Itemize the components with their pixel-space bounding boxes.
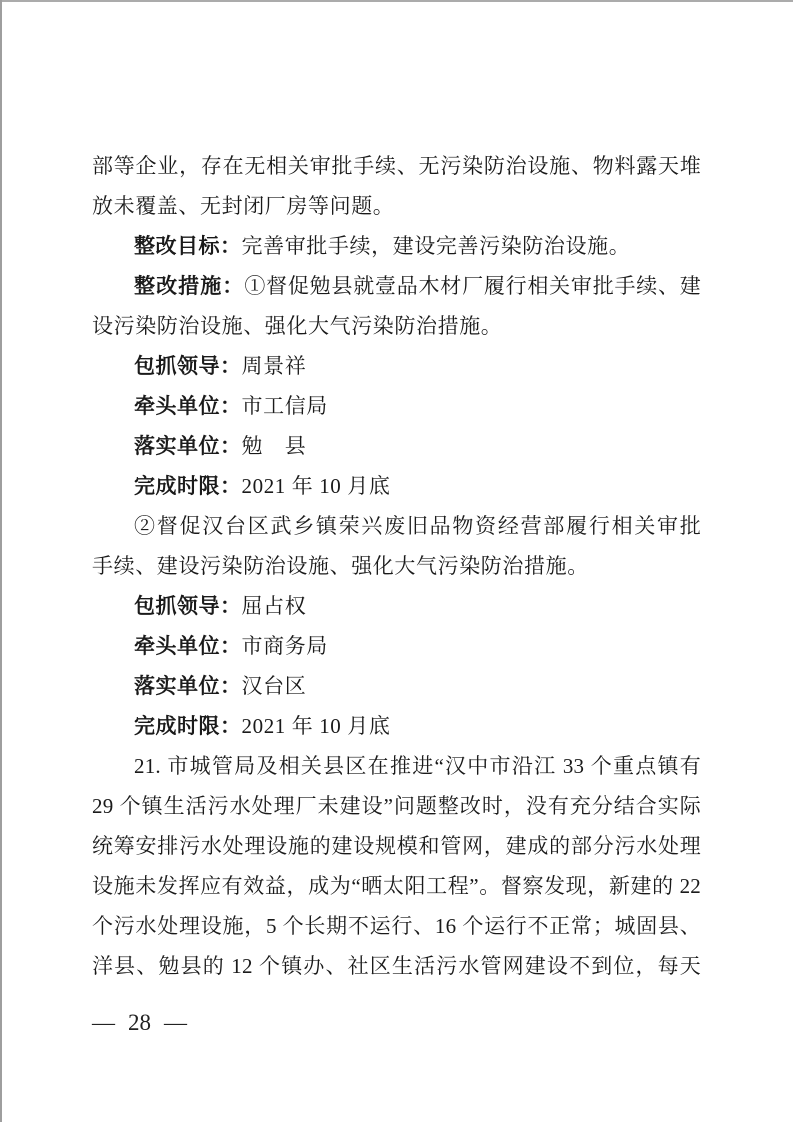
text-line <box>92 746 701 786</box>
field-label: 牵头单位： <box>134 395 242 418</box>
text-line <box>92 186 701 226</box>
text-line <box>92 266 701 306</box>
line-text: 个污水处理设施，5 个长期不运行、16 个运行不正常；城固县、 <box>92 914 701 938</box>
line-text: 勉 县 <box>241 434 307 458</box>
line-text: 设污染防治设施、强化大气污染防治措施。 <box>92 314 503 338</box>
text-line <box>92 866 701 906</box>
page-scan-edge-top <box>0 0 793 2</box>
text-line <box>92 586 701 626</box>
text-line <box>92 666 701 706</box>
line-text: ②督促汉台区武乡镇荣兴废旧品物资经营部履行相关审批 <box>134 514 701 538</box>
text-line <box>92 426 701 466</box>
text-line <box>92 946 701 986</box>
line-text: 2021 年 10 月底 <box>241 714 391 738</box>
text-line <box>92 546 701 586</box>
line-text: ①督促勉县就壹品木材厂履行相关审批手续、建 <box>244 274 701 298</box>
text-line <box>92 306 701 346</box>
text-line <box>92 226 701 266</box>
line-text: 屈占权 <box>241 594 307 618</box>
field-label: 整改目标： <box>134 235 242 258</box>
line-text: 市商务局 <box>241 634 328 658</box>
field-label: 整改措施： <box>134 275 245 298</box>
document-body <box>92 146 701 986</box>
text-line <box>92 826 701 866</box>
line-text: 汉台区 <box>241 674 307 698</box>
text-line <box>92 146 701 186</box>
field-label: 牵头单位： <box>134 635 242 658</box>
line-text: 设施未发挥应有效益，成为“晒太阳工程”。督察发现，新建的 22 <box>92 874 701 898</box>
field-label: 包抓领导： <box>134 595 242 618</box>
text-line <box>92 346 701 386</box>
line-text: 29 个镇生活污水处理厂未建设”问题整改时，没有充分结合实际 <box>92 794 701 818</box>
line-text: 21. 市城管局及相关县区在推进“汉中市沿江 33 个重点镇有 <box>134 754 701 778</box>
field-label: 落实单位： <box>134 675 242 698</box>
text-line <box>92 466 701 506</box>
line-text: 2021 年 10 月底 <box>241 474 391 498</box>
field-label: 包抓领导： <box>134 355 242 378</box>
text-line <box>92 626 701 666</box>
text-line <box>92 906 701 946</box>
text-line <box>92 386 701 426</box>
line-text: 洋县、勉县的 12 个镇办、社区生活污水管网建设不到位，每天 <box>92 954 701 978</box>
line-text: 放未覆盖、无封闭厂房等问题。 <box>92 194 395 218</box>
line-text: 统筹安排污水处理设施的建设规模和管网，建成的部分污水处理 <box>92 834 701 858</box>
field-label: 完成时限： <box>134 475 242 498</box>
footer-dash-left: — <box>92 1010 115 1035</box>
line-text: 周景祥 <box>241 354 307 378</box>
line-text: 手续、建设污染防治设施、强化大气污染防治措施。 <box>92 554 589 578</box>
text-line <box>92 706 701 746</box>
field-label: 落实单位： <box>134 435 242 458</box>
line-text: 市工信局 <box>241 394 328 418</box>
page-number: 28 <box>128 1010 151 1035</box>
page-footer <box>92 1006 187 1040</box>
footer-dash-right: — <box>164 1010 187 1035</box>
text-line <box>92 786 701 826</box>
line-text: 完善审批手续，建设完善污染防治设施。 <box>241 234 631 258</box>
text-line <box>92 506 701 546</box>
line-text: 部等企业，存在无相关审批手续、无污染防治设施、物料露天堆 <box>92 154 701 178</box>
page-scan-edge-left <box>0 0 2 1122</box>
field-label: 完成时限： <box>134 715 242 738</box>
